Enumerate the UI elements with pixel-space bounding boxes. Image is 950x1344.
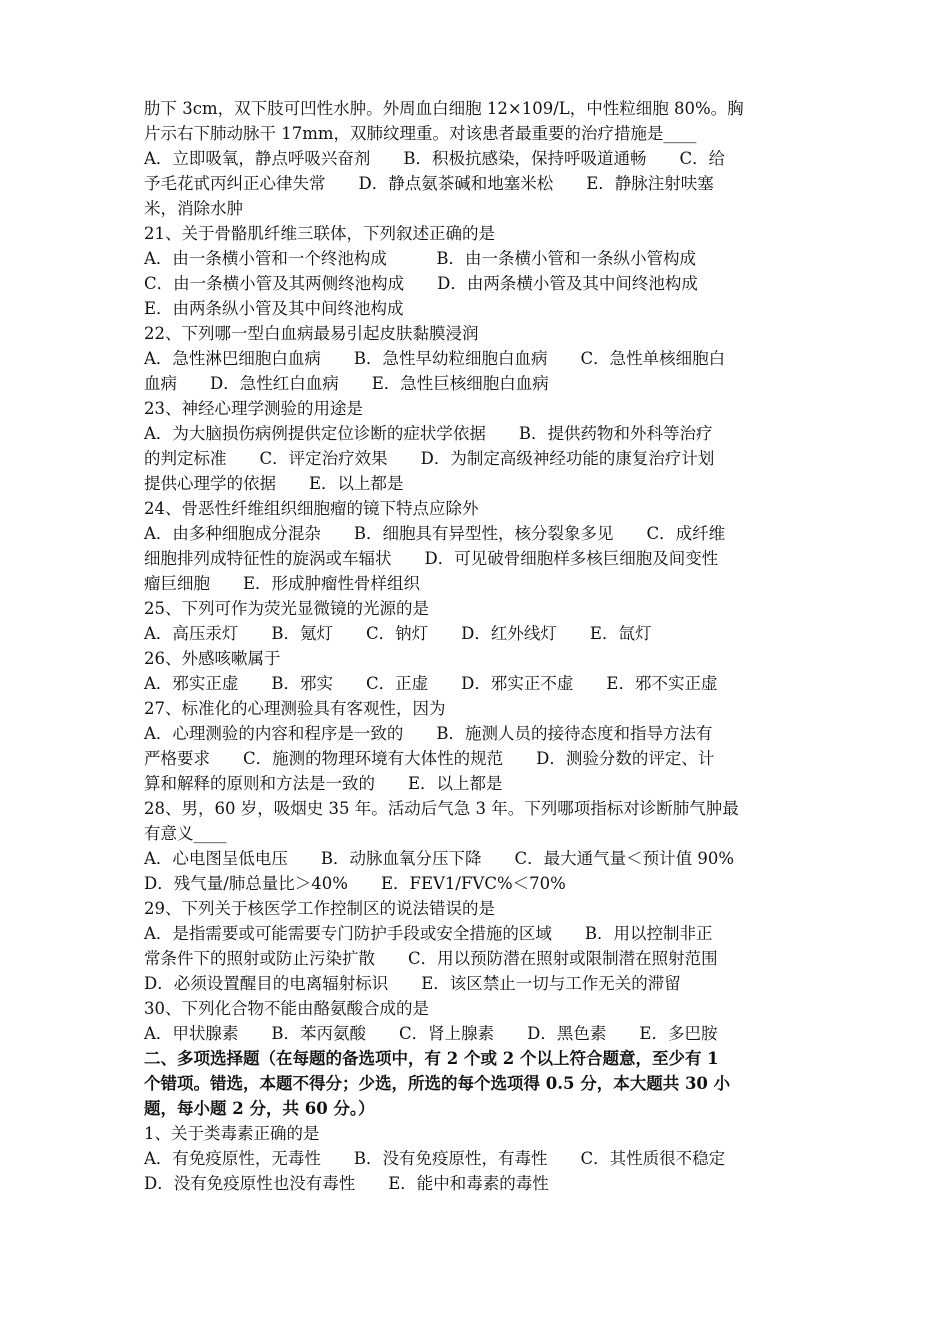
text-line: 严格要求 C．施测的物理环境有大体性的规范 D．测验分数的评定、计: [144, 749, 715, 768]
text-line: 细胞排列成特征性的旋涡或车辐状 D．可见破骨细胞样多核巨细胞及间变性: [144, 549, 719, 568]
text-line: A．邪实正虚 B．邪实 C．正虚 D．邪实正不虚 E．邪不实正虚: [144, 674, 718, 693]
text-line: A．高压汞灯 B．氪灯 C．钠灯 D．红外线灯 E．氙灯: [144, 624, 652, 643]
document-page: [144, 96, 812, 1196]
text-line: A．甲状腺素 B．苯丙氨酸 C．肾上腺素 D．黑色素 E．多巴胺: [144, 1024, 718, 1043]
text-line: 血病 D．急性红白血病 E．急性巨核细胞白血病: [144, 374, 549, 393]
text-line: 常条件下的照射或防止污染扩散 C．用以预防潜在照射或限制潜在照射范围: [144, 949, 718, 968]
text-line: 片示右下肺动脉干 17mm，双肺纹理重。对该患者最重要的治疗措施是____: [144, 124, 697, 143]
text-line: A．为大脑损伤病例提供定位诊断的症状学依据 B．提供药物和外科等治疗: [144, 424, 713, 443]
text-line: A．由多种细胞成分混杂 B．细胞具有异型性，核分裂象多见 C．成纤维: [144, 524, 726, 543]
text-line: 25、下列可作为荧光显微镜的光源的是: [144, 599, 429, 618]
section-heading-line: 二、多项选择题（在每题的备选项中，有 2 个或 2 个以上符合题意，至少有 1: [144, 1049, 719, 1068]
text-line: 瘤巨细胞 E．形成肿瘤性骨样组织: [144, 574, 421, 593]
text-line: 26、外感咳嗽属于: [144, 649, 281, 668]
text-line: 提供心理学的依据 E．以上都是: [144, 474, 404, 493]
text-line: 23、神经心理学测验的用途是: [144, 399, 363, 418]
text-line: A．心电图呈低电压 B．动脉血氧分压下降 C．最大通气量＜预计值 90%: [144, 849, 735, 868]
text-line: 予毛花甙丙纠正心律失常 D．静点氨茶碱和地塞米松 E．静脉注射呋塞: [144, 174, 714, 193]
text-line: 米，消除水肿: [144, 199, 243, 218]
text-line: 肋下 3cm，双下肢可凹性水肿。外周血白细胞 12×109/L，中性粒细胞 80%。胸: [144, 99, 744, 118]
text-line: D．残气量/肺总量比＞40% E．FEV1/FVC%＜70%: [144, 874, 566, 893]
section-heading-line: 个错项。错选，本题不得分；少选，所选的每个选项得 0.5 分，本大题共 30 小: [144, 1074, 731, 1093]
text-line: 算和解释的原则和方法是一致的 E．以上都是: [144, 774, 503, 793]
text-line: C．由一条横小管及其两侧终池构成 D．由两条横小管及其中间终池构成: [144, 274, 698, 293]
text-line: A．心理测验的内容和程序是一致的 B．施测人员的接待态度和指导方法有: [144, 724, 713, 743]
text-line: 27、标准化的心理测验具有客观性，因为: [144, 699, 446, 718]
text-line: 30、下列化合物不能由酪氨酸合成的是: [144, 999, 429, 1018]
text-line: E．由两条纵小管及其中间终池构成: [144, 299, 404, 318]
text-line: 1、关于类毒素正确的是: [144, 1124, 320, 1143]
text-line: 22、下列哪一型白血病最易引起皮肤黏膜浸润: [144, 324, 479, 343]
text-line: A．是指需要或可能需要专门防护手段或安全措施的区域 B．用以控制非正: [144, 924, 713, 943]
text-line: 有意义____: [144, 824, 227, 843]
text-line: A．由一条横小管和一个终池构成 B．由一条横小管和一条纵小管构成: [144, 249, 697, 268]
text-line: A．急性淋巴细胞白血病 B．急性早幼粒细胞白血病 C．急性单核细胞白: [144, 349, 726, 368]
text-line: D．没有免疫原性也没有毒性 E．能中和毒素的毒性: [144, 1174, 549, 1193]
text-line: A．有免疫原性，无毒性 B．没有免疫原性，有毒性 C．其性质很不稳定: [144, 1149, 726, 1168]
text-line: 24、骨恶性纤维组织细胞瘤的镜下特点应除外: [144, 499, 479, 518]
text-line: 的判定标准 C．评定治疗效果 D．为制定高级神经功能的康复治疗计划: [144, 449, 715, 468]
text-line: D．必须设置醒目的电离辐射标识 E．该区禁止一切与工作无关的滞留: [144, 974, 681, 993]
section-heading-line: 题，每小题 2 分，共 60 分。）: [144, 1099, 375, 1118]
text-line: 29、下列关于核医学工作控制区的说法错误的是: [144, 899, 495, 918]
text-line: 28、男，60 岁，吸烟史 35 年。活动后气急 3 年。下列哪项指标对诊断肺气肿最: [144, 799, 739, 818]
text-line: 21、关于骨骼肌纤维三联体，下列叙述正确的是: [144, 224, 495, 243]
text-line: A．立即吸氧，静点呼吸兴奋剂 B．积极抗感染，保持呼吸道通畅 C．给: [144, 149, 726, 168]
